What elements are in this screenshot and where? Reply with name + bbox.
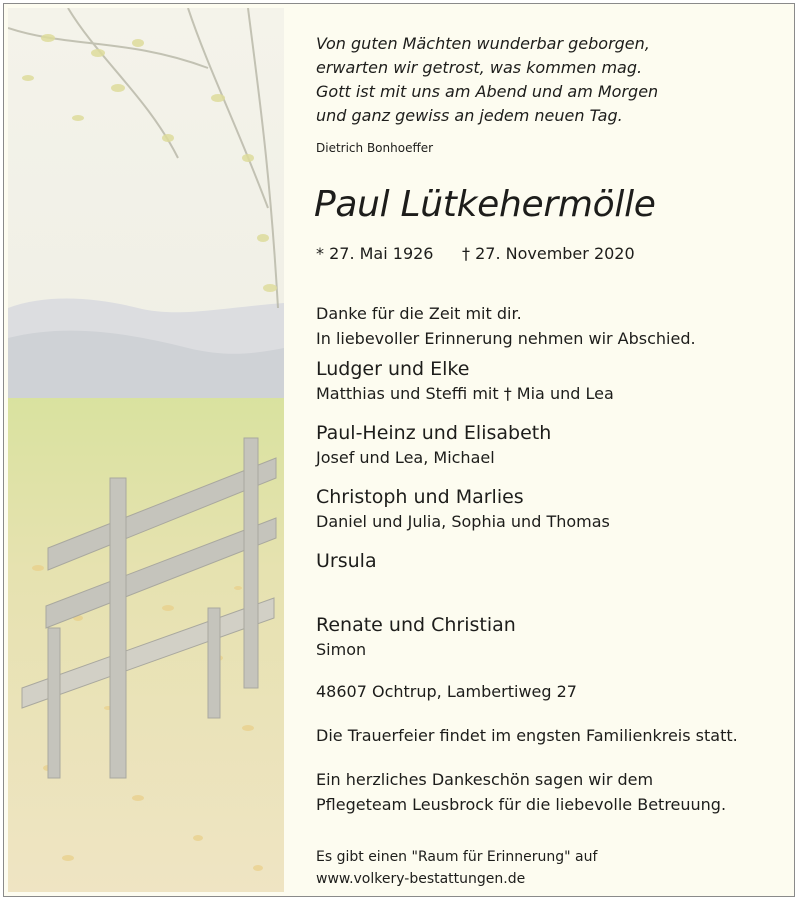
family-head: Ludger und Elke [316,358,470,380]
poem-line: erwarten wir getrost, was kommen mag. [316,58,643,77]
death-date: † 27. November 2020 [462,244,635,263]
poem-line: Von guten Mächten wunderbar geborgen, [316,34,650,53]
memorial-line: Es gibt einen "Raum für Erinnerung" auf [316,849,598,865]
birth-date: * 27. Mai 1926 [316,244,434,263]
poem-author: Dietrich Bonhoeffer [316,141,434,155]
intro-line: Danke für die Zeit mit dir. [316,304,522,323]
poem [316,32,658,128]
family-members: Josef und Lea, Michael [316,448,495,467]
family-group [316,547,614,611]
deceased-name: Paul Lütkehermölle [314,184,656,225]
family-head: Renate und Christian [316,614,516,636]
obituary-card [3,3,795,897]
bench-autumn-photo [8,8,284,892]
thanks-note [316,767,726,817]
memorial-note [316,846,597,890]
thanks-line: Pflegeteam Leusbrock für die liebevolle Betreuung. [316,795,727,814]
farewell-intro [316,301,696,351]
thanks-line: Ein herzliches Dankeschön sagen wir dem [316,770,654,789]
family-head: Christoph und Marlies [316,486,524,508]
ceremony-note: Die Trauerfeier findet im engsten Familienkreis statt. [316,726,738,745]
family-group [316,483,614,547]
family-group [316,419,614,483]
mourners-list [316,355,614,675]
family-head: Ursula [316,550,377,572]
memorial-website-link[interactable]: www.volkery-bestattungen.de [316,871,526,887]
poem-line: und ganz gewiss an jedem neuen Tag. [316,106,623,125]
family-members: Daniel und Julia, Sophia und Thomas [316,512,610,531]
poem-line: Gott ist mit uns am Abend und am Morgen [316,82,659,101]
family-group [316,611,614,675]
family-members: Matthias und Steffi mit † Mia und Lea [316,384,614,403]
life-dates [316,244,635,263]
family-members: Simon [316,640,367,659]
family-head: Paul-Heinz und Elisabeth [316,422,552,444]
address: 48607 Ochtrup, Lambertiweg 27 [316,682,577,701]
family-group [316,355,614,419]
intro-line: In liebevoller Erinnerung nehmen wir Abschied. [316,329,696,348]
